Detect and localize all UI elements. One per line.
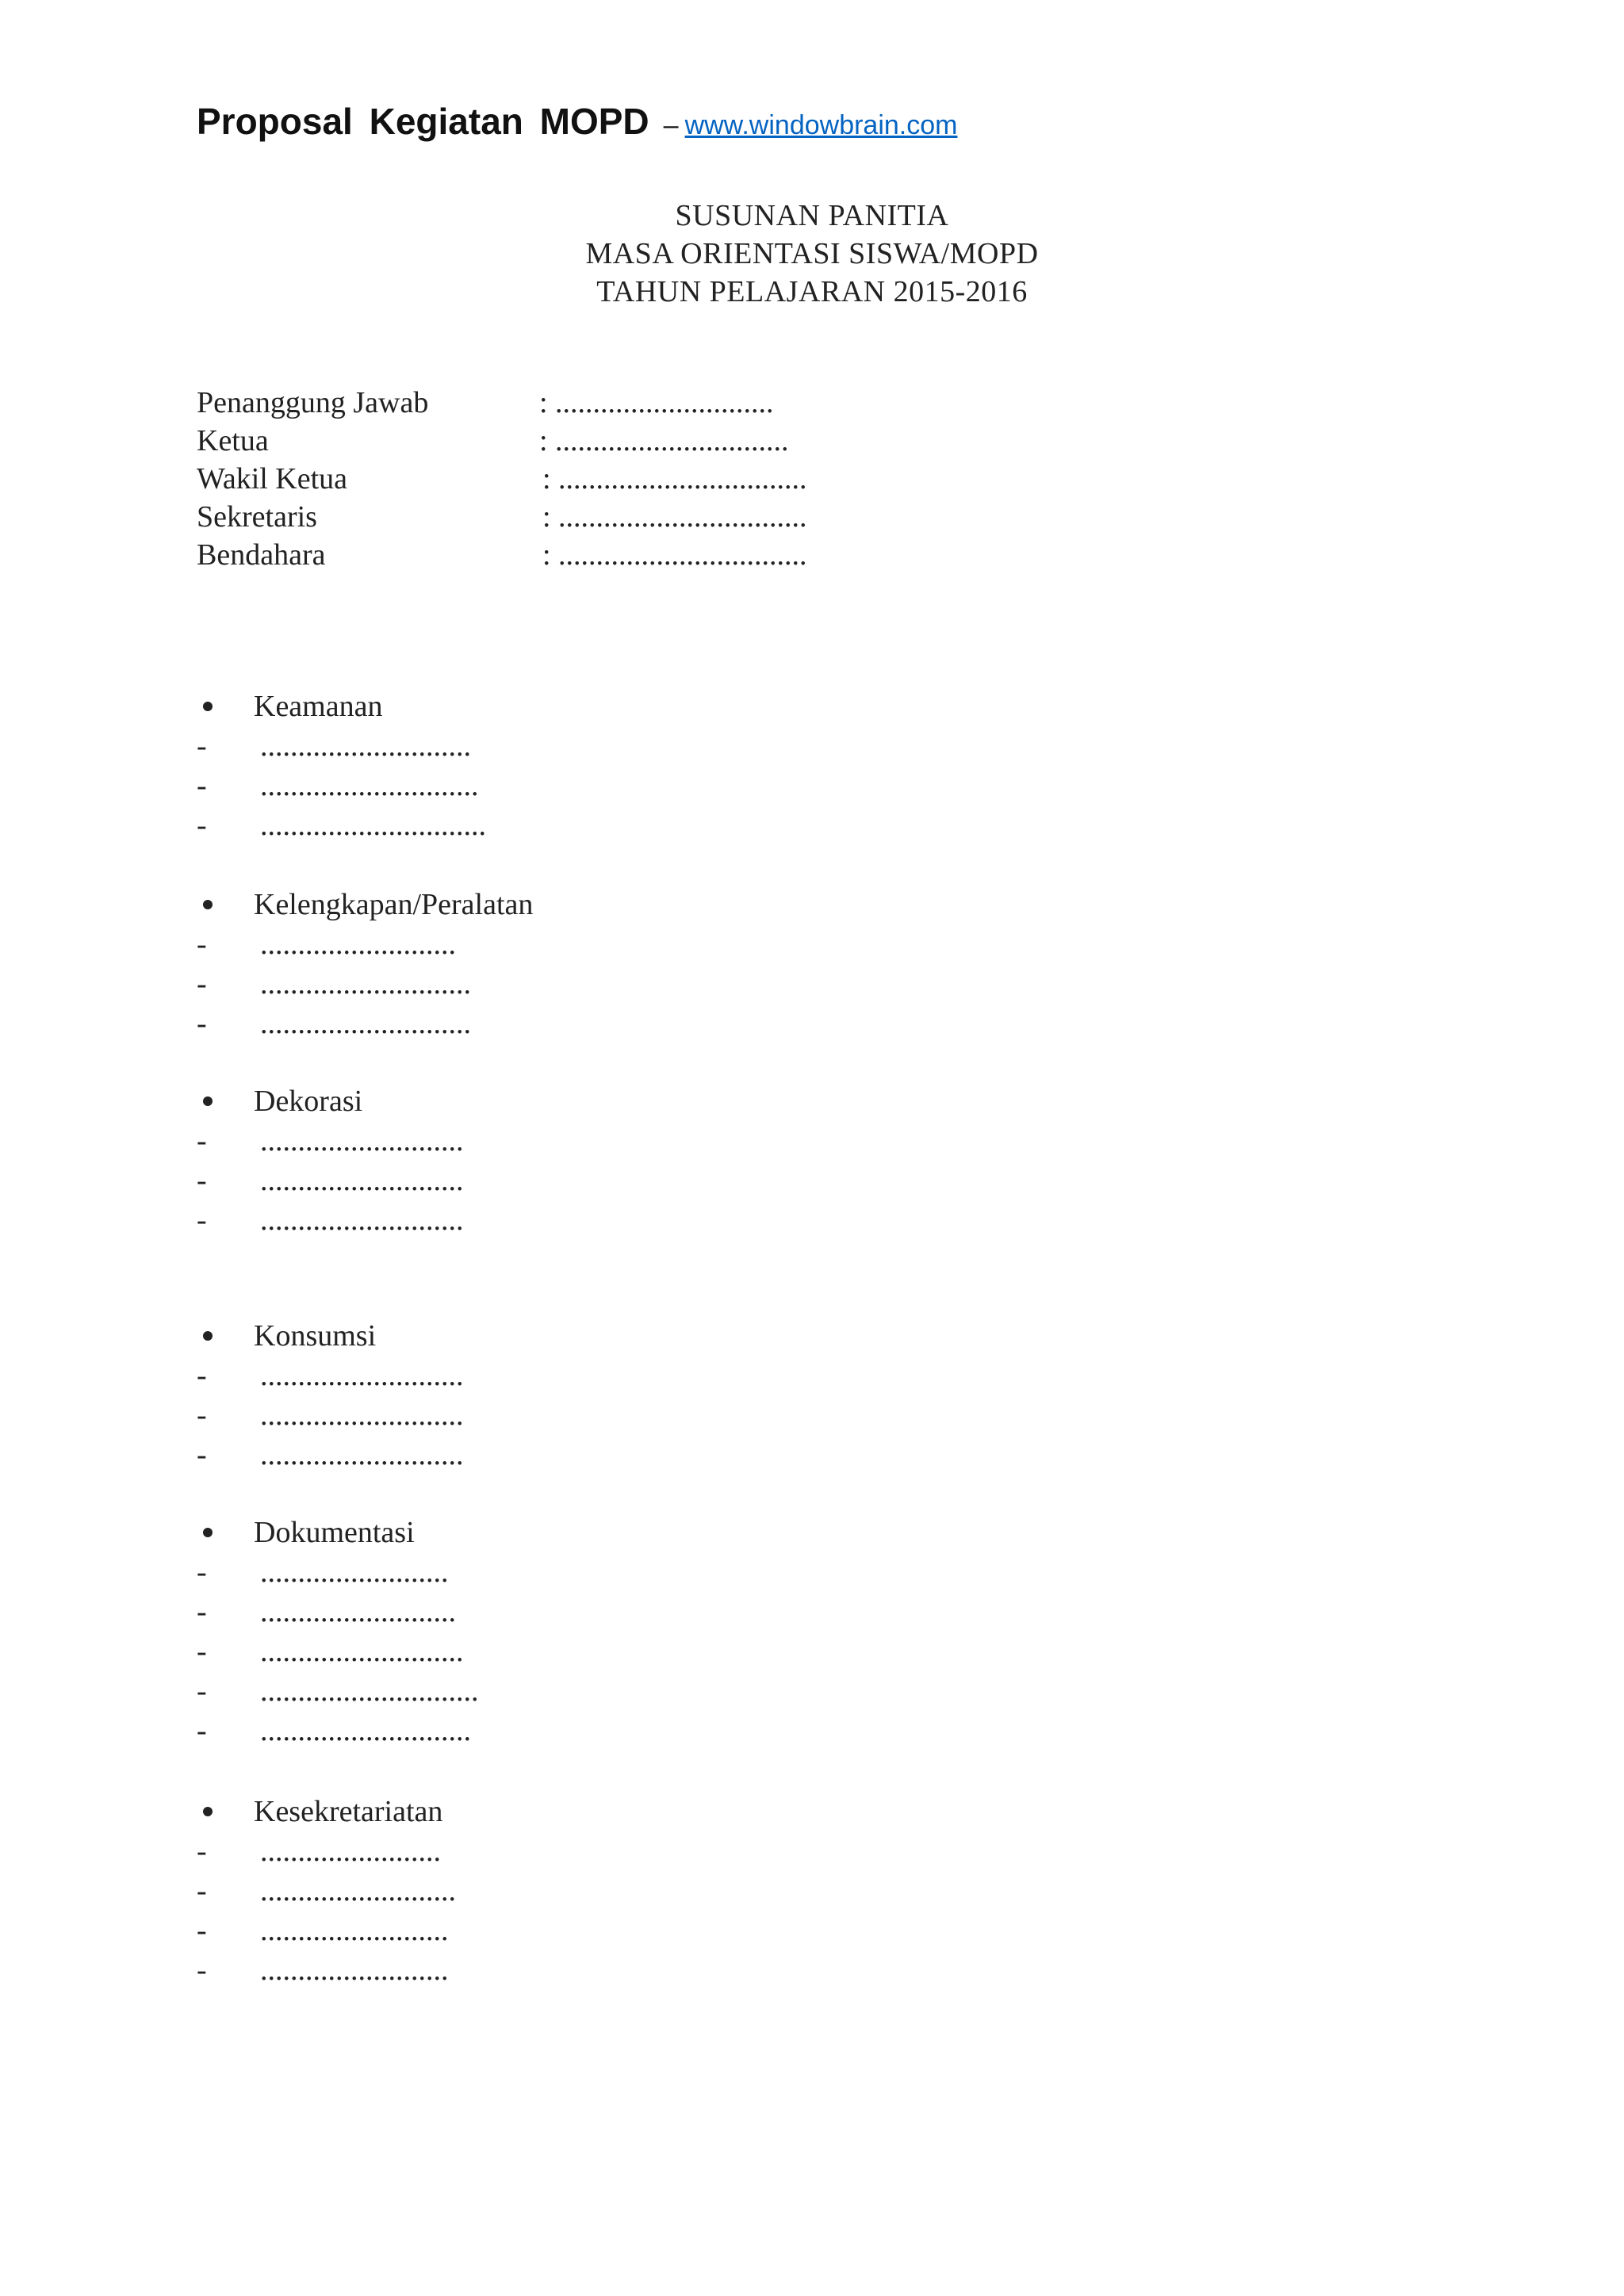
dash-marker: - bbox=[197, 967, 207, 1001]
dash-marker: - bbox=[197, 1359, 207, 1392]
officer-value: : ................................. bbox=[542, 462, 807, 496]
division-title: Kesekretariatan bbox=[254, 1795, 443, 1828]
dash-marker: - bbox=[197, 1556, 207, 1589]
division-title: Dokumentasi bbox=[254, 1516, 415, 1549]
dash-marker: - bbox=[197, 1954, 207, 1987]
officer-value: : ................................. bbox=[542, 500, 807, 534]
officer-role: Wakil Ketua bbox=[197, 462, 348, 496]
officer-role: Sekretaris bbox=[197, 500, 317, 534]
officer-role: Ketua bbox=[197, 424, 269, 457]
bullet-icon bbox=[203, 1807, 213, 1816]
dash-marker: - bbox=[197, 1438, 207, 1471]
heading-line-3: TAHUN PELAJARAN 2015-2016 bbox=[596, 275, 1028, 308]
member-placeholder: ........................... bbox=[260, 1164, 464, 1197]
member-placeholder: ............................ bbox=[260, 729, 471, 763]
division-title: Keamanan bbox=[254, 690, 383, 723]
member-placeholder: ........................... bbox=[260, 1124, 464, 1158]
dash-marker: - bbox=[197, 1124, 207, 1158]
website-link[interactable]: www.windowbrain.com bbox=[684, 110, 958, 140]
member-placeholder: ........................ bbox=[260, 1835, 441, 1868]
member-placeholder: .............................. bbox=[260, 809, 486, 842]
dash-marker: - bbox=[197, 1835, 207, 1868]
member-placeholder: ........................... bbox=[260, 1438, 464, 1471]
division-title: Dekorasi bbox=[254, 1085, 363, 1118]
member-placeholder: ......................... bbox=[260, 1954, 449, 1987]
dash-marker: - bbox=[197, 1595, 207, 1628]
heading-line-2: MASA ORIENTASI SISWA/MOPD bbox=[585, 237, 1039, 270]
member-placeholder: ........................... bbox=[260, 1203, 464, 1237]
dash-marker: - bbox=[197, 729, 207, 763]
dash-marker: - bbox=[197, 1399, 207, 1432]
member-placeholder: .......................... bbox=[260, 1874, 456, 1908]
officer-value: : ................................. bbox=[542, 538, 807, 572]
officer-value: : ............................. bbox=[539, 386, 774, 419]
dash-marker: - bbox=[197, 1714, 207, 1747]
bullet-icon bbox=[203, 702, 213, 711]
dash-marker: - bbox=[197, 1164, 207, 1197]
bullet-icon bbox=[203, 900, 213, 909]
officer-role: Bendahara bbox=[197, 538, 326, 572]
member-placeholder: ........................... bbox=[260, 1399, 464, 1432]
bullet-icon bbox=[203, 1528, 213, 1537]
division-title: Konsumsi bbox=[254, 1319, 377, 1353]
officer-role: Penanggung Jawab bbox=[197, 386, 429, 419]
member-placeholder: ......................... bbox=[260, 1556, 449, 1589]
dash-marker: - bbox=[197, 928, 207, 961]
dash-marker: - bbox=[197, 1635, 207, 1668]
member-placeholder: ............................ bbox=[260, 1714, 471, 1747]
bullet-icon bbox=[203, 1096, 213, 1106]
officer-value: : ............................... bbox=[539, 424, 789, 457]
member-placeholder: ............................. bbox=[260, 1674, 479, 1708]
document-heading bbox=[0, 197, 1624, 311]
member-placeholder: ........................... bbox=[260, 1359, 464, 1392]
dash-marker: - bbox=[197, 1674, 207, 1708]
dash-marker: - bbox=[197, 1203, 207, 1237]
dash-marker: - bbox=[197, 769, 207, 802]
member-placeholder: .......................... bbox=[260, 928, 456, 961]
document-header bbox=[197, 100, 957, 143]
dash-marker: - bbox=[197, 809, 207, 842]
bullet-icon bbox=[203, 1331, 213, 1341]
member-placeholder: .......................... bbox=[260, 1595, 456, 1628]
header-separator: – bbox=[663, 110, 679, 140]
heading-line-1: SUSUNAN PANITIA bbox=[675, 199, 949, 232]
member-placeholder: ............................. bbox=[260, 769, 479, 802]
dash-marker: - bbox=[197, 1007, 207, 1040]
member-placeholder: ........................... bbox=[260, 1635, 464, 1668]
dash-marker: - bbox=[197, 1874, 207, 1908]
member-placeholder: ............................ bbox=[260, 1007, 471, 1040]
member-placeholder: ......................... bbox=[260, 1914, 449, 1947]
dash-marker: - bbox=[197, 1914, 207, 1947]
member-placeholder: ............................ bbox=[260, 967, 471, 1001]
division-title: Kelengkapan/Peralatan bbox=[254, 888, 534, 921]
header-title: Proposal Kegiatan MOPD bbox=[197, 101, 649, 142]
